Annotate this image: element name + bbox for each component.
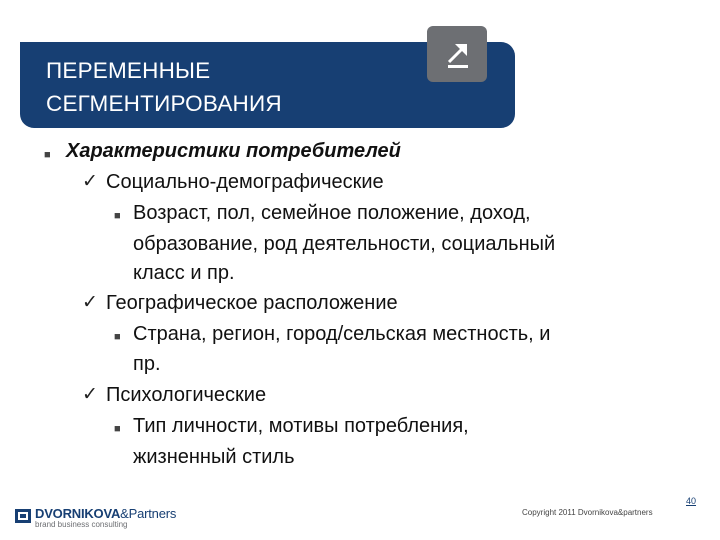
square-bullet-icon: ■ [114, 210, 121, 222]
list-item-label: Географическое расположение [106, 292, 398, 314]
logo-main: DVORNIKOVA [35, 506, 121, 521]
logo-partners: &Partners [120, 506, 177, 521]
check-icon: ✓ [82, 384, 98, 405]
check-icon: ✓ [82, 292, 98, 313]
square-bullet-icon: ■ [44, 149, 51, 161]
list-item-detail: Страна, регион, город/сельская местность, и [133, 323, 551, 345]
page-number: 40 [686, 496, 697, 506]
list-item-label: Психологические [106, 384, 267, 406]
copyright-text: Copyright 2011 Dvornikova&partners [522, 508, 653, 517]
list-item-detail: пр. [133, 353, 161, 375]
list-item-label: Социально-демографические [106, 171, 384, 193]
slide-title [46, 54, 282, 120]
slide-title-line-2: СЕГМЕНТИРОВАНИЯ [46, 91, 282, 116]
logo-text [35, 506, 176, 521]
list-item-detail: Возраст, пол, семейное положение, доход, [133, 202, 531, 224]
list-item-detail: образование, род деятельности, социальный [133, 233, 556, 255]
logo-mark-icon [15, 509, 31, 523]
list-item-detail: жизненный стиль [133, 446, 295, 468]
list-heading: Характеристики потребителей [66, 140, 401, 162]
diagonal-arrow-icon [427, 26, 487, 82]
list-item-detail: Тип личности, мотивы потребления, [133, 415, 469, 437]
square-bullet-icon: ■ [114, 331, 121, 343]
check-icon: ✓ [82, 171, 98, 192]
square-bullet-icon: ■ [114, 423, 121, 435]
logo-tagline: brand business consulting [35, 520, 128, 529]
slide-title-line-1: ПЕРЕМЕННЫЕ [46, 58, 211, 83]
list-item-detail: класс и пр. [133, 262, 235, 284]
